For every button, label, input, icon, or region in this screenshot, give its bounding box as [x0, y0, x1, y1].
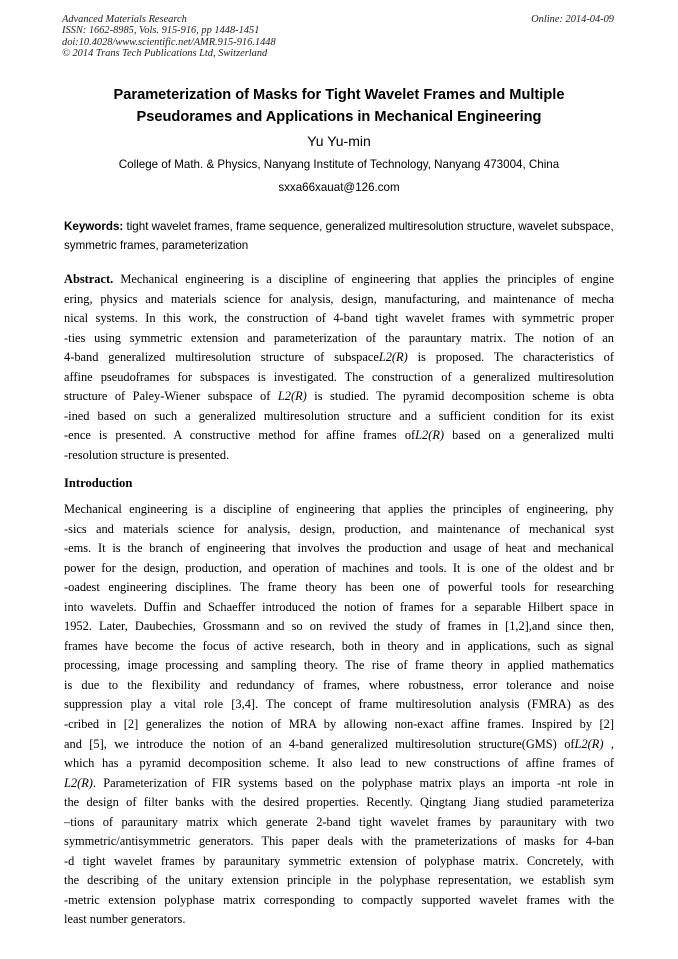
introduction-body: [64, 500, 614, 930]
journal-name: Advanced Materials Research: [62, 14, 187, 25]
intro-line: frames have become the focus of active research, both in theory and in applications, such as signal: [64, 638, 614, 653]
author-affiliation: College of Math. & Physics, Nanyang Institute of Technology, Nanyang 473004, China: [118, 158, 560, 171]
paper-title-line-2: Pseudorames and Applications in Mechanical Engineering: [136, 109, 542, 125]
issn-line: ISSN: 1662-8985, Vols. 915-916, pp 1448-1451: [62, 25, 260, 37]
paper-title-line-1: Parameterization of Masks for Tight Wavelet Frames and Multiple: [113, 87, 565, 103]
intro-line: -ems. It is the branch of engineering that involves the production and usage of heat and mechanical: [64, 541, 614, 556]
intro-line: -sics and materials science for analysis, design, production, and maintenance of mechanical syst: [64, 521, 614, 536]
intro-line: into wavelets. Duffin and Schaeffer introduced the notion of frames for a separable Hilbert space in: [64, 599, 614, 614]
keywords-section: [64, 217, 614, 255]
author-name: Yu Yu-min: [307, 133, 371, 149]
doi-line: doi:10.4028/www.scientific.net/AMR.915-916.1448: [62, 36, 276, 48]
paper-title: [40, 84, 638, 128]
intro-line: least number generators.: [64, 912, 186, 927]
intro-line: 1952. Later, Daubechies, Grossmann and so on revived the study of frames in [1,2],and since then,: [64, 619, 614, 634]
intro-line: -metric extension polyphase matrix corresponding to compactly supported wavelet frames with the: [64, 892, 614, 907]
math-L2R: L2(R): [64, 775, 93, 790]
keywords-label: Keywords:: [64, 220, 124, 233]
intro-line: is due to the flexibility and redundancy of frames, where robustness, error tolerance and noise: [64, 677, 614, 692]
math-L2R: L2(R): [277, 389, 307, 404]
intro-line: which has a pyramid decomposition scheme. It also lead to new constructions of affine frames of: [64, 756, 614, 771]
abstract-line: -ined based on such a generalized multiresolution structure and a sufficient condition for its exist: [64, 408, 614, 423]
intro-line: symmetric/antisymmetric generators. This paper deals with the prameterizations of masks for 4-ban: [64, 834, 614, 849]
math-L2R: L2(R): [574, 736, 604, 751]
abstract-line: -resolution structure is presented.: [64, 447, 230, 462]
abstract-line: ering, physics and materials science for analysis, design, manufacturing, and maintenance of mecha: [64, 291, 614, 306]
abstract-line: -ence is presented. A constructive method for affine frames ofL2(R) based on a generalized multi: [64, 428, 614, 443]
intro-line: and [5], we introduce the notion of an 4-band generalized multiresolution structure(GMS) ofL2(R) ,: [64, 736, 614, 751]
author-email: sxxa66xauat@126.com: [278, 181, 400, 194]
intro-line: processing, image processing and sampling theory. The rise of frame theory in applied mathematics: [64, 658, 614, 673]
intro-line: Mechanical engineering is a discipline of engineering that applies the principles of engineering, phy: [64, 502, 614, 516]
math-L2R: L2(R): [415, 428, 445, 443]
abstract-line: 4-band generalized multiresolution structure of subspaceL2(R) is proposed. The characteristics of: [64, 350, 614, 365]
intro-line: -oadest engineering disciplines. The frame theory has been one of powerful tools for researching: [64, 580, 614, 595]
math-L2R: L2(R): [378, 350, 408, 365]
intro-line: L2(R). Parameterization of FIR systems based on the polyphase matrix plays an importa -nt role in: [64, 775, 614, 790]
intro-line: the design of filter banks with the desired properties. Recently. Qingtang Jiang studied parameteriza: [64, 795, 614, 810]
abstract-line: nical systems. In this work, the construction of 4-band tight wavelet frames with symmetric proper: [64, 311, 614, 326]
intro-line: -d tight wavelet frames by paraunitary symmetric extension of polyphase matrix. Concretely, with: [64, 853, 614, 868]
online-date: Online: 2014-04-09: [531, 14, 614, 25]
copyright-line: © 2014 Trans Tech Publications Ltd, Switzerland: [62, 48, 268, 60]
intro-line: -cribed in [2] generalizes the notion of MRA by allowing non-exact affine frames. Inspired by [2]: [64, 717, 614, 732]
journal-header: [62, 14, 614, 60]
intro-line: –tions of paraunitary matrix which generate 2-band tight wavelet frames by paraunitary with two: [64, 814, 614, 829]
abstract-line: -ties using symmetric extension and parameterization of the parauntary matrix. The notion of an: [64, 330, 614, 345]
abstract-line: structure of Paley-Wiener subspace of L2(R) is studied. The pyramid decomposition scheme is obta: [64, 389, 614, 404]
intro-line: suppression play a vital role [3,4]. The concept of frame multiresolution analysis (FMRA) as des: [64, 697, 614, 712]
keywords-text: tight wavelet frames, frame sequence, generalized multiresolution structure, wavelet subspace, symmetric frames, parameterization: [64, 220, 614, 252]
abstract-label: Abstract.: [64, 272, 114, 286]
abstract-line: Abstract. Mechanical engineering is a discipline of engineering that applies the principles of engine: [64, 272, 614, 286]
intro-line: power for the design, production, and operation of machines and tools. It is one of the oldest and br: [64, 560, 614, 575]
intro-line: the describing of the unitary extension principle in the polyphase representation, we establish sym: [64, 873, 614, 888]
abstract-section: [64, 270, 614, 465]
introduction-heading: Introduction: [64, 476, 133, 490]
abstract-line: affine pseudoframes for subspaces is investigated. The construction of a generalized multiresolution: [64, 369, 614, 384]
